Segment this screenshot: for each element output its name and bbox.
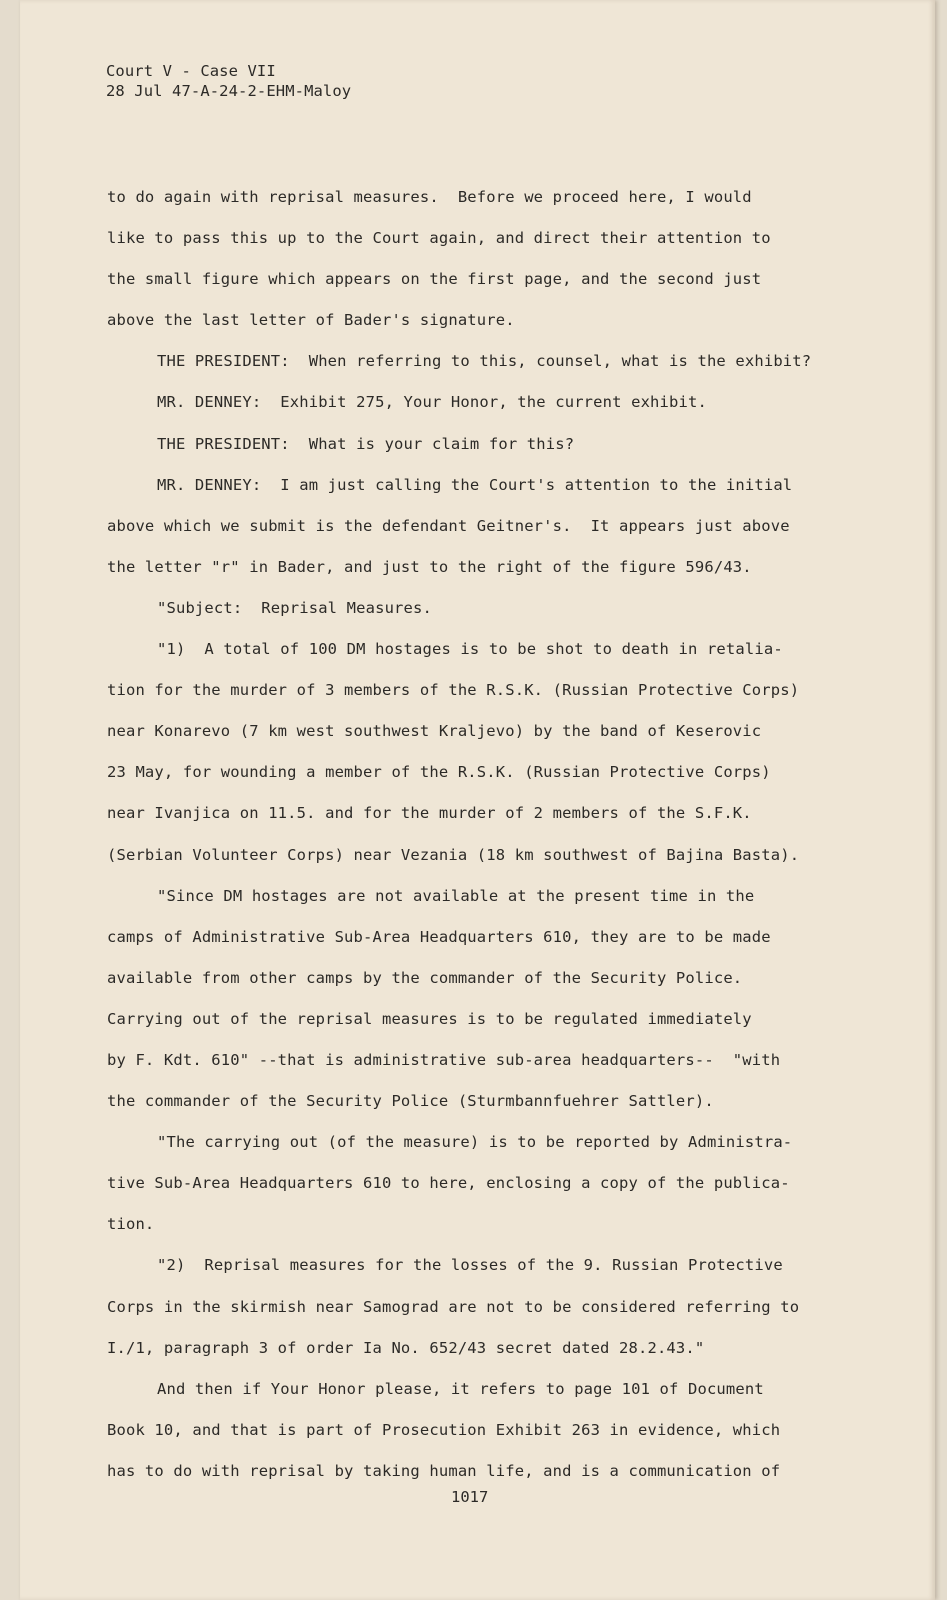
transcript-line: MR. DENNEY: I am just calling the Court's attention to the initial [157,475,793,494]
transcript-line: THE PRESIDENT: When referring to this, counsel, what is the exhibit? [157,352,812,371]
transcript-line: Carrying out of the reprisal measures is to be regulated immediately [107,1009,752,1028]
transcript-line: "The carrying out (of the measure) is to be reported by Administra- [157,1133,793,1152]
transcript-line: "Subject: Reprisal Measures. [157,598,432,617]
transcript-line: available from other camps by the commander of the Security Police. [107,968,743,987]
transcript-line: tive Sub-Area Headquarters 610 to here, enclosing a copy of the publica- [107,1174,790,1193]
page-number: 1017 [451,1488,489,1506]
transcript-line: THE PRESIDENT: What is your claim for this? [157,434,575,453]
transcript-line: the letter "r" in Bader, and just to the right of the figure 596/43. [107,557,752,576]
transcript-line: above which we submit is the defendant Geitner's. It appears just above [107,516,790,535]
transcript-line: tion for the murder of 3 members of the R.S.K. (Russian Protective Corps) [107,681,800,700]
transcript-line: Corps in the skirmish near Samograd are not to be considered referring to [107,1297,800,1316]
transcript-line: 23 May, for wounding a member of the R.S.K. (Russian Protective Corps) [107,763,771,782]
transcript-line: And then if Your Honor please, it refers to page 101 of Document [157,1379,764,1398]
transcript-line: near Ivanjica on 11.5. and for the murder of 2 members of the S.F.K. [107,804,752,823]
transcript-line: to do again with reprisal measures. Before we proceed here, I would [107,188,752,206]
transcript-line: I./1, paragraph 3 of order Ia No. 652/43 secret dated 28.2.43." [107,1338,705,1357]
transcript-line: the small figure which appears on the first page, and the second just [107,270,762,289]
transcript-line: "2) Reprisal measures for the losses of the 9. Russian Protective [157,1256,783,1275]
transcript-line: Book 10, and that is part of Prosecution Exhibit 263 in evidence, which [107,1420,781,1439]
case-header-court: Court V - Case VII [106,62,276,80]
case-header [106,61,351,101]
transcript-line: MR. DENNEY: Exhibit 275, Your Honor, the current exhibit. [157,393,707,412]
transcript-line: near Konarevo (7 km west southwest Kraljevo) by the band of Keserovic [107,722,762,741]
transcript-line: camps of Administrative Sub-Area Headquarters 610, they are to be made [107,927,771,946]
case-header-date: 28 Jul 47-A-24-2-EHM-Maloy [106,82,352,100]
transcript-body [107,177,867,1492]
transcript-line: (Serbian Volunteer Corps) near Vezania (18 km southwest of Bajina Basta). [107,845,800,864]
transcript-line: like to pass this up to the Court again, and direct their attention to [107,229,771,248]
transcript-line: above the last letter of Bader's signature. [107,311,515,330]
transcript-line: has to do with reprisal by taking human life, and is a communication of [107,1461,781,1480]
transcript-line: "Since DM hostages are not available at the present time in the [157,886,755,905]
transcript-line: tion. [107,1215,155,1234]
transcript-line: "1) A total of 100 DM hostages is to be shot to death in retalia- [157,640,783,659]
transcript-line: by F. Kdt. 610" --that is administrative sub-area headquarters-- "with [107,1050,781,1069]
transcript-line: the commander of the Security Police (Sturmbannfuehrer Sattler). [107,1092,714,1111]
